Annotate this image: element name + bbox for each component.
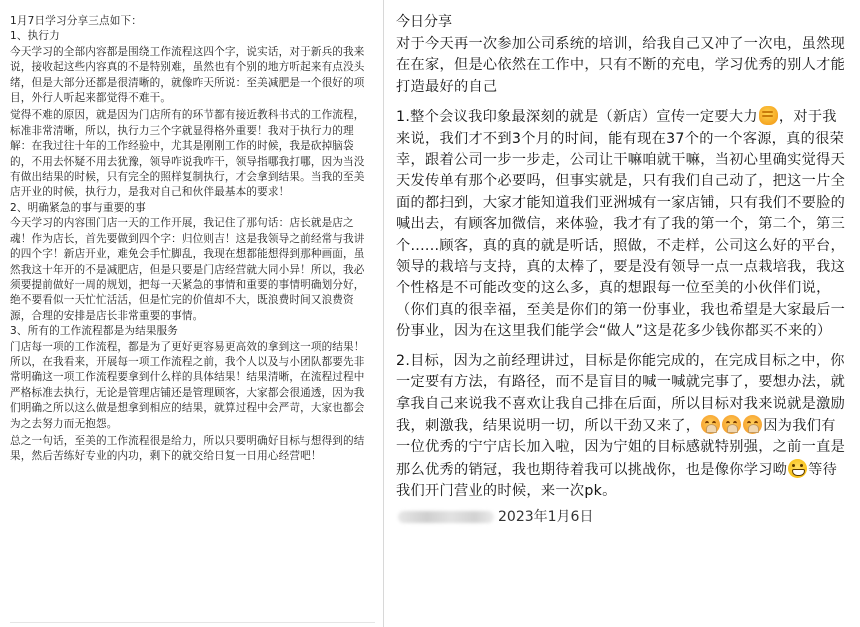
- right-point-2: [396, 351, 846, 503]
- left-paragraph-1: 今天学习的全部内容都是围绕工作流程这四个字，说实话，对于新兵的我来说，接收起这些内容真的不是特别难，虽然也有个别的地方听起来有点没头绪，但是大部分还都是很清晰的，就像昨天所说：至美减肥是一个很好的项目，外行人听起来都觉得不难干。: [10, 45, 365, 105]
- right-point-1-b: ，对于我来说，我们才不到3个月的时间，能有现在37个的一个客源，真的很荣幸，跟着公司一步一步走，公司让干嘛咱就干嘛，当初心里确实觉得天天发传单有那个必要吗，但事实就是，只有我们自己动了，把这一片全面的都扫到，大家才能知道我们亚洲城有一家店铺，只有我们不要脸的喊出去，有顾客加微信，来体验，我才有了我的第一个，第二个，第三个......顾客，真的真的就是听话，照做，不走样，公司这么好的平台，领导的栽培与支持，真的太棒了，要是没有领导一点一点栽培我，我这个性格是不可能改变的这么多，真的想跟每一位至美的小伙伴们说，（你们真的很幸福，至美是你们的第一份事业，我也希望是大家最后一份事业，因为在这里我们能学会“做人”这是花多少钱你都买不来的）: [396, 109, 846, 340]
- right-point-2-b: 因为我们有一位优秀的宁宁店长加入啦，因为宁姐的目标感就特别强，之前一直是那么优秀的销冠，我也期待着我可以挑战你，也是像你学习呦: [396, 417, 846, 478]
- right-intro: 对于今天再一次参加公司系统的培训，给我自己又冲了一次电，虽然现在在家，但是心依然在工作中，只有不断的充电，学习优秀的别人才能打造最好的自己: [396, 36, 846, 95]
- praying-face-icon: [743, 415, 762, 434]
- right-point-2-a: 2.目标，因为之前经理讲过，目标是你能完成的，在完成目标之中，你一定要有方法，有路径，而不是盲目的喊一喊就完事了，要想办法，就拿我自己来说我不喜欢让我自己排在后面，所以目标对我来说就是激励我，刺激我，结果说明一切，所以干劲又来了，: [396, 352, 846, 434]
- blurred-author-name: [398, 511, 494, 523]
- right-point-1: [396, 106, 846, 342]
- right-signature-line: [396, 507, 846, 527]
- right-date: 2023年1月6日: [498, 508, 594, 525]
- right-post-panel: [385, 0, 860, 627]
- right-point-1-a: 1.整个会议我印象最深刻的就是（新店）宣传一定要大力: [396, 109, 758, 126]
- left-section-1-title: 1、执行力: [10, 30, 60, 43]
- grinning-face-icon: [788, 459, 807, 478]
- right-title: 今日分享: [396, 14, 452, 30]
- left-paragraph-4: 门店每一项的工作流程，都是为了更好更容易更高效的拿到这一项的结果！所以，在我看来，开展每一项工作流程之前，我个人以及与小团队都要先非常明确这一项工作流程要拿到什么样的具体结果！结果清晰，在流程过程中严格标准去执行，无论是管理店铺还是管理顾客，大家都会很通透，因为我们明确之所以这么做是想拿到相应的结果，就算过程中会严苛，大家也都会为之去努力而无抱怨。: [10, 340, 365, 430]
- left-section-2-title: 2、明确紧急的事与重要的事: [10, 201, 146, 214]
- praying-face-icon: [701, 415, 720, 434]
- flexed-fist-icon: [759, 106, 778, 125]
- left-paragraph-5: 总之一句话，至美的工作流程很是给力，所以只要明确好目标与想得到的结果，然后苦练好专业的内功，剩下的就交给日复一日用心经营吧！: [10, 434, 365, 463]
- left-bottom-divider: [10, 622, 375, 623]
- left-paragraph-3: 今天学习的内容围门店一天的工作开展，我记住了那句话：店长就是店之魂！作为店长，首先要做到四个字：归位则吉！这是我领导之前经常与我讲的四个字！新店开业，难免会手忙脚乱，我现在想都能想得到那种画面，虽然我这十年开的不是减肥店，但是只要是门店经营就大同小异！所以，我必须要提前做好一周的规划，把每一天紧急的事情和重要的事情明确划分好，绝不要看似一天忙忙活活，但是忙完的价值却不大，既浪费时间又浪费资源，合理的安排是店长非常重要的事情。: [10, 217, 365, 322]
- left-paragraph-2: 觉得不难的原因，就是因为门店所有的环节都有接近教科书式的工作流程，标准非常清晰，所以，执行力三个字就显得格外重要！我对于执行力的理解：在我过往十年的工作经验中，尤其是刚刚工作的时候，我是砍掉脑袋的，不用去怀疑不用去犹豫，领导咋说我咋干，领导指哪我打哪，因为当没有做出结果的时候，只有完全的照样复制执行，才会拿到结果。当我的至美店开业的时候，执行力，是我对自己和伙伴最基本的要求！: [10, 109, 365, 199]
- right-point-2-c: 等待我们开门营业的时候，来一次pk。: [396, 461, 838, 500]
- left-section-3-title: 3、所有的工作流程都是为结果服务: [10, 325, 179, 338]
- left-post-panel: [0, 0, 384, 627]
- praying-face-icon: [722, 415, 741, 434]
- left-heading: 1月7日学习分享三点如下：: [10, 15, 142, 27]
